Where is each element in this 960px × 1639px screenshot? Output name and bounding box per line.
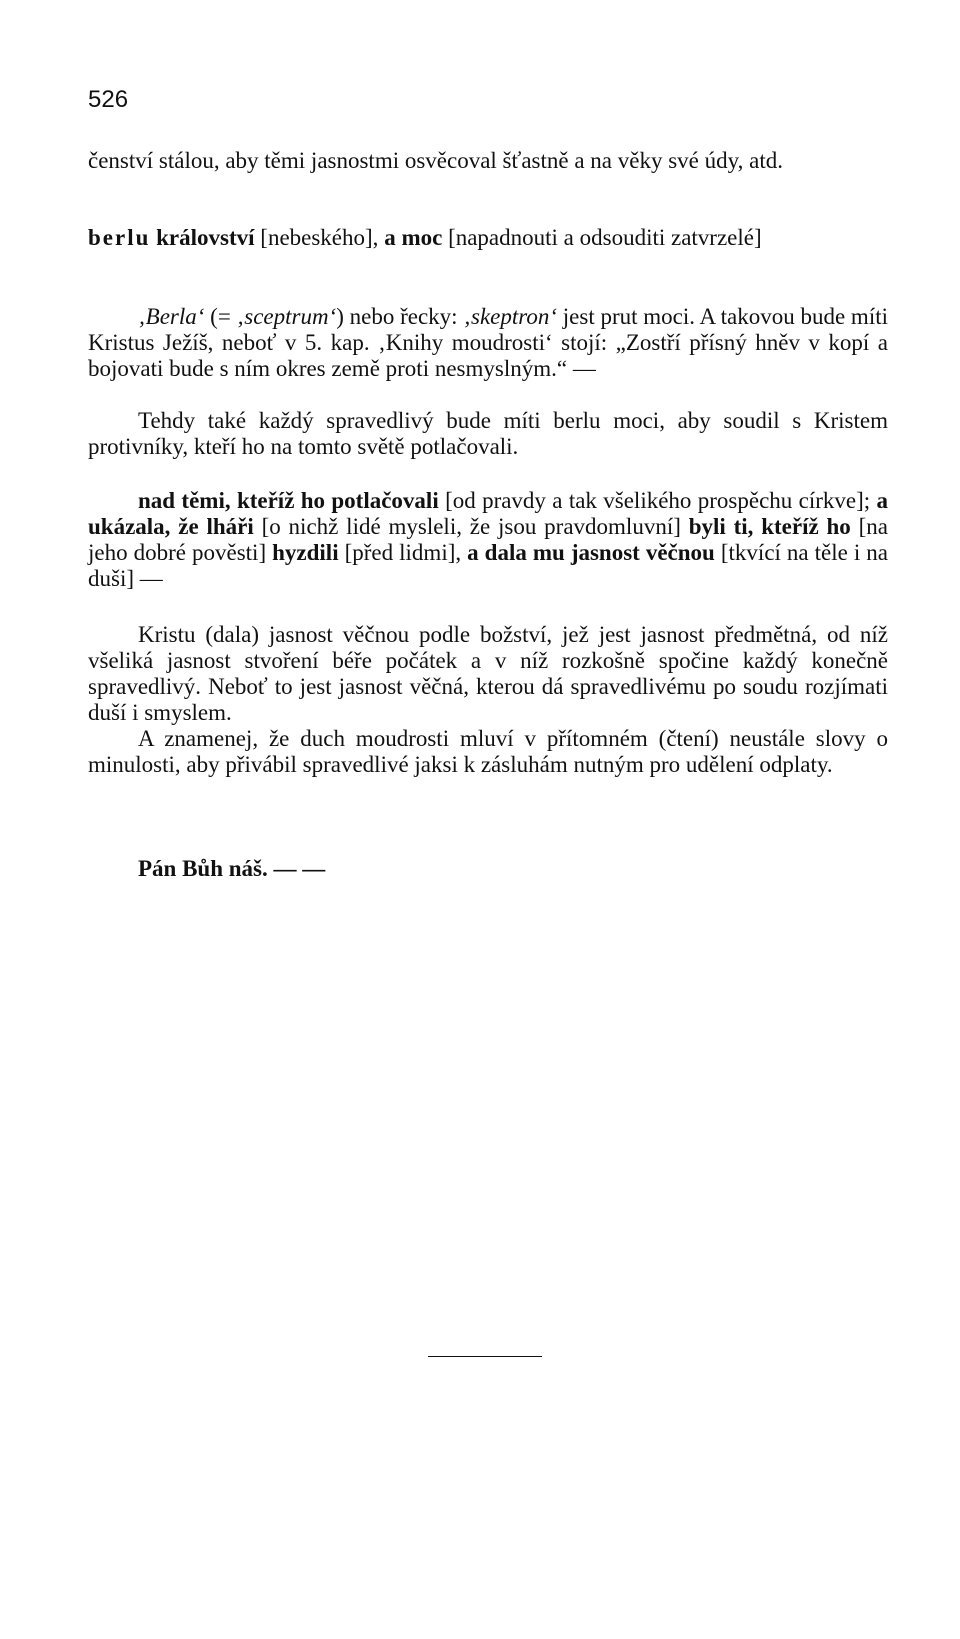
bold-phrase: a moc bbox=[384, 225, 443, 250]
italic-term: ‚sceptrum‘ bbox=[236, 304, 337, 329]
end-rule bbox=[428, 1356, 542, 1357]
closing-line: Pán Bůh náš. — — bbox=[138, 856, 326, 881]
bold-phrase: a dala mu jasnost věčnou bbox=[467, 540, 715, 565]
paragraph-berlu bbox=[88, 225, 888, 251]
bold-phrase: království bbox=[156, 225, 255, 250]
bold-phrase: berlu bbox=[88, 225, 151, 250]
paragraph-nad-temi bbox=[88, 488, 888, 592]
bracket-note: [před lidmi], bbox=[338, 540, 468, 565]
bold-phrase: nad těmi, kteříž ho potlačovali bbox=[138, 488, 439, 513]
bold-phrase: hyzdili bbox=[272, 540, 339, 565]
italic-term: ‚Berla‘ bbox=[138, 304, 205, 329]
bold-phrase: byli ti, kteříž ho bbox=[688, 514, 851, 539]
text-run: (= bbox=[204, 304, 237, 329]
paragraph-berla bbox=[88, 304, 888, 382]
bracket-note: [napadnouti a odsouditi zatvrzelé] bbox=[448, 225, 762, 250]
text-run: ) nebo řecky: bbox=[336, 304, 464, 329]
bracket-note: [o nichž lidé mysleli, že jsou pravdomluvní] bbox=[253, 514, 689, 539]
paragraph-tehdy: Tehdy také každý spravedlivý bude míti berlu moci, aby soudil s Kristem protivníky, kteří ho na tomto světě potlačovali. bbox=[88, 408, 888, 459]
bracket-note: [od pravdy a tak všelikého prospěchu církve]; bbox=[438, 488, 877, 513]
text-run: jest prut moci. A takovou bude míti Kristus Ježíš, neboť v 5. kap. ‚Knihy moudrosti‘ stojí: „Zostří přísný hněv v kopí a bojovati bude s ním okres země proti nesmyslným.“ — bbox=[88, 304, 888, 381]
bracket-note: [na jeho dobré pověsti] bbox=[88, 514, 888, 565]
paragraph-kristu: Kristu (dala) jasnost věčnou podle božství, jež jest jasnost předmětná, od níž všeliká jasnost stvoření béře počátek a v níž rozkošně spočine každý konečně spravedlivý. Neboť to jest jasnost věčná, kterou dá spravedlivému po soudu rozjímati duší i smyslem. bbox=[88, 622, 888, 725]
page-number: 526 bbox=[88, 86, 129, 113]
paragraph-znamenej: A znamenej, že duch moudrosti mluví v přítomném (čtení) neustále slovy o minulosti, aby přivábil spravedlivé jaksi k zásluhám nutným pro udělení odplaty. bbox=[88, 726, 888, 777]
italic-term: ‚skeptron‘ bbox=[463, 304, 558, 329]
paragraph-opening: čenství stálou, aby těmi jasnostmi osvěcoval šťastně a na věky své údy, atd. bbox=[88, 148, 783, 173]
bracket-note: [tkvící na těle i na duši] — bbox=[88, 540, 888, 591]
bracket-note: [nebeského], bbox=[260, 225, 379, 250]
bold-phrase: a ukázala, že lháři bbox=[88, 488, 888, 539]
